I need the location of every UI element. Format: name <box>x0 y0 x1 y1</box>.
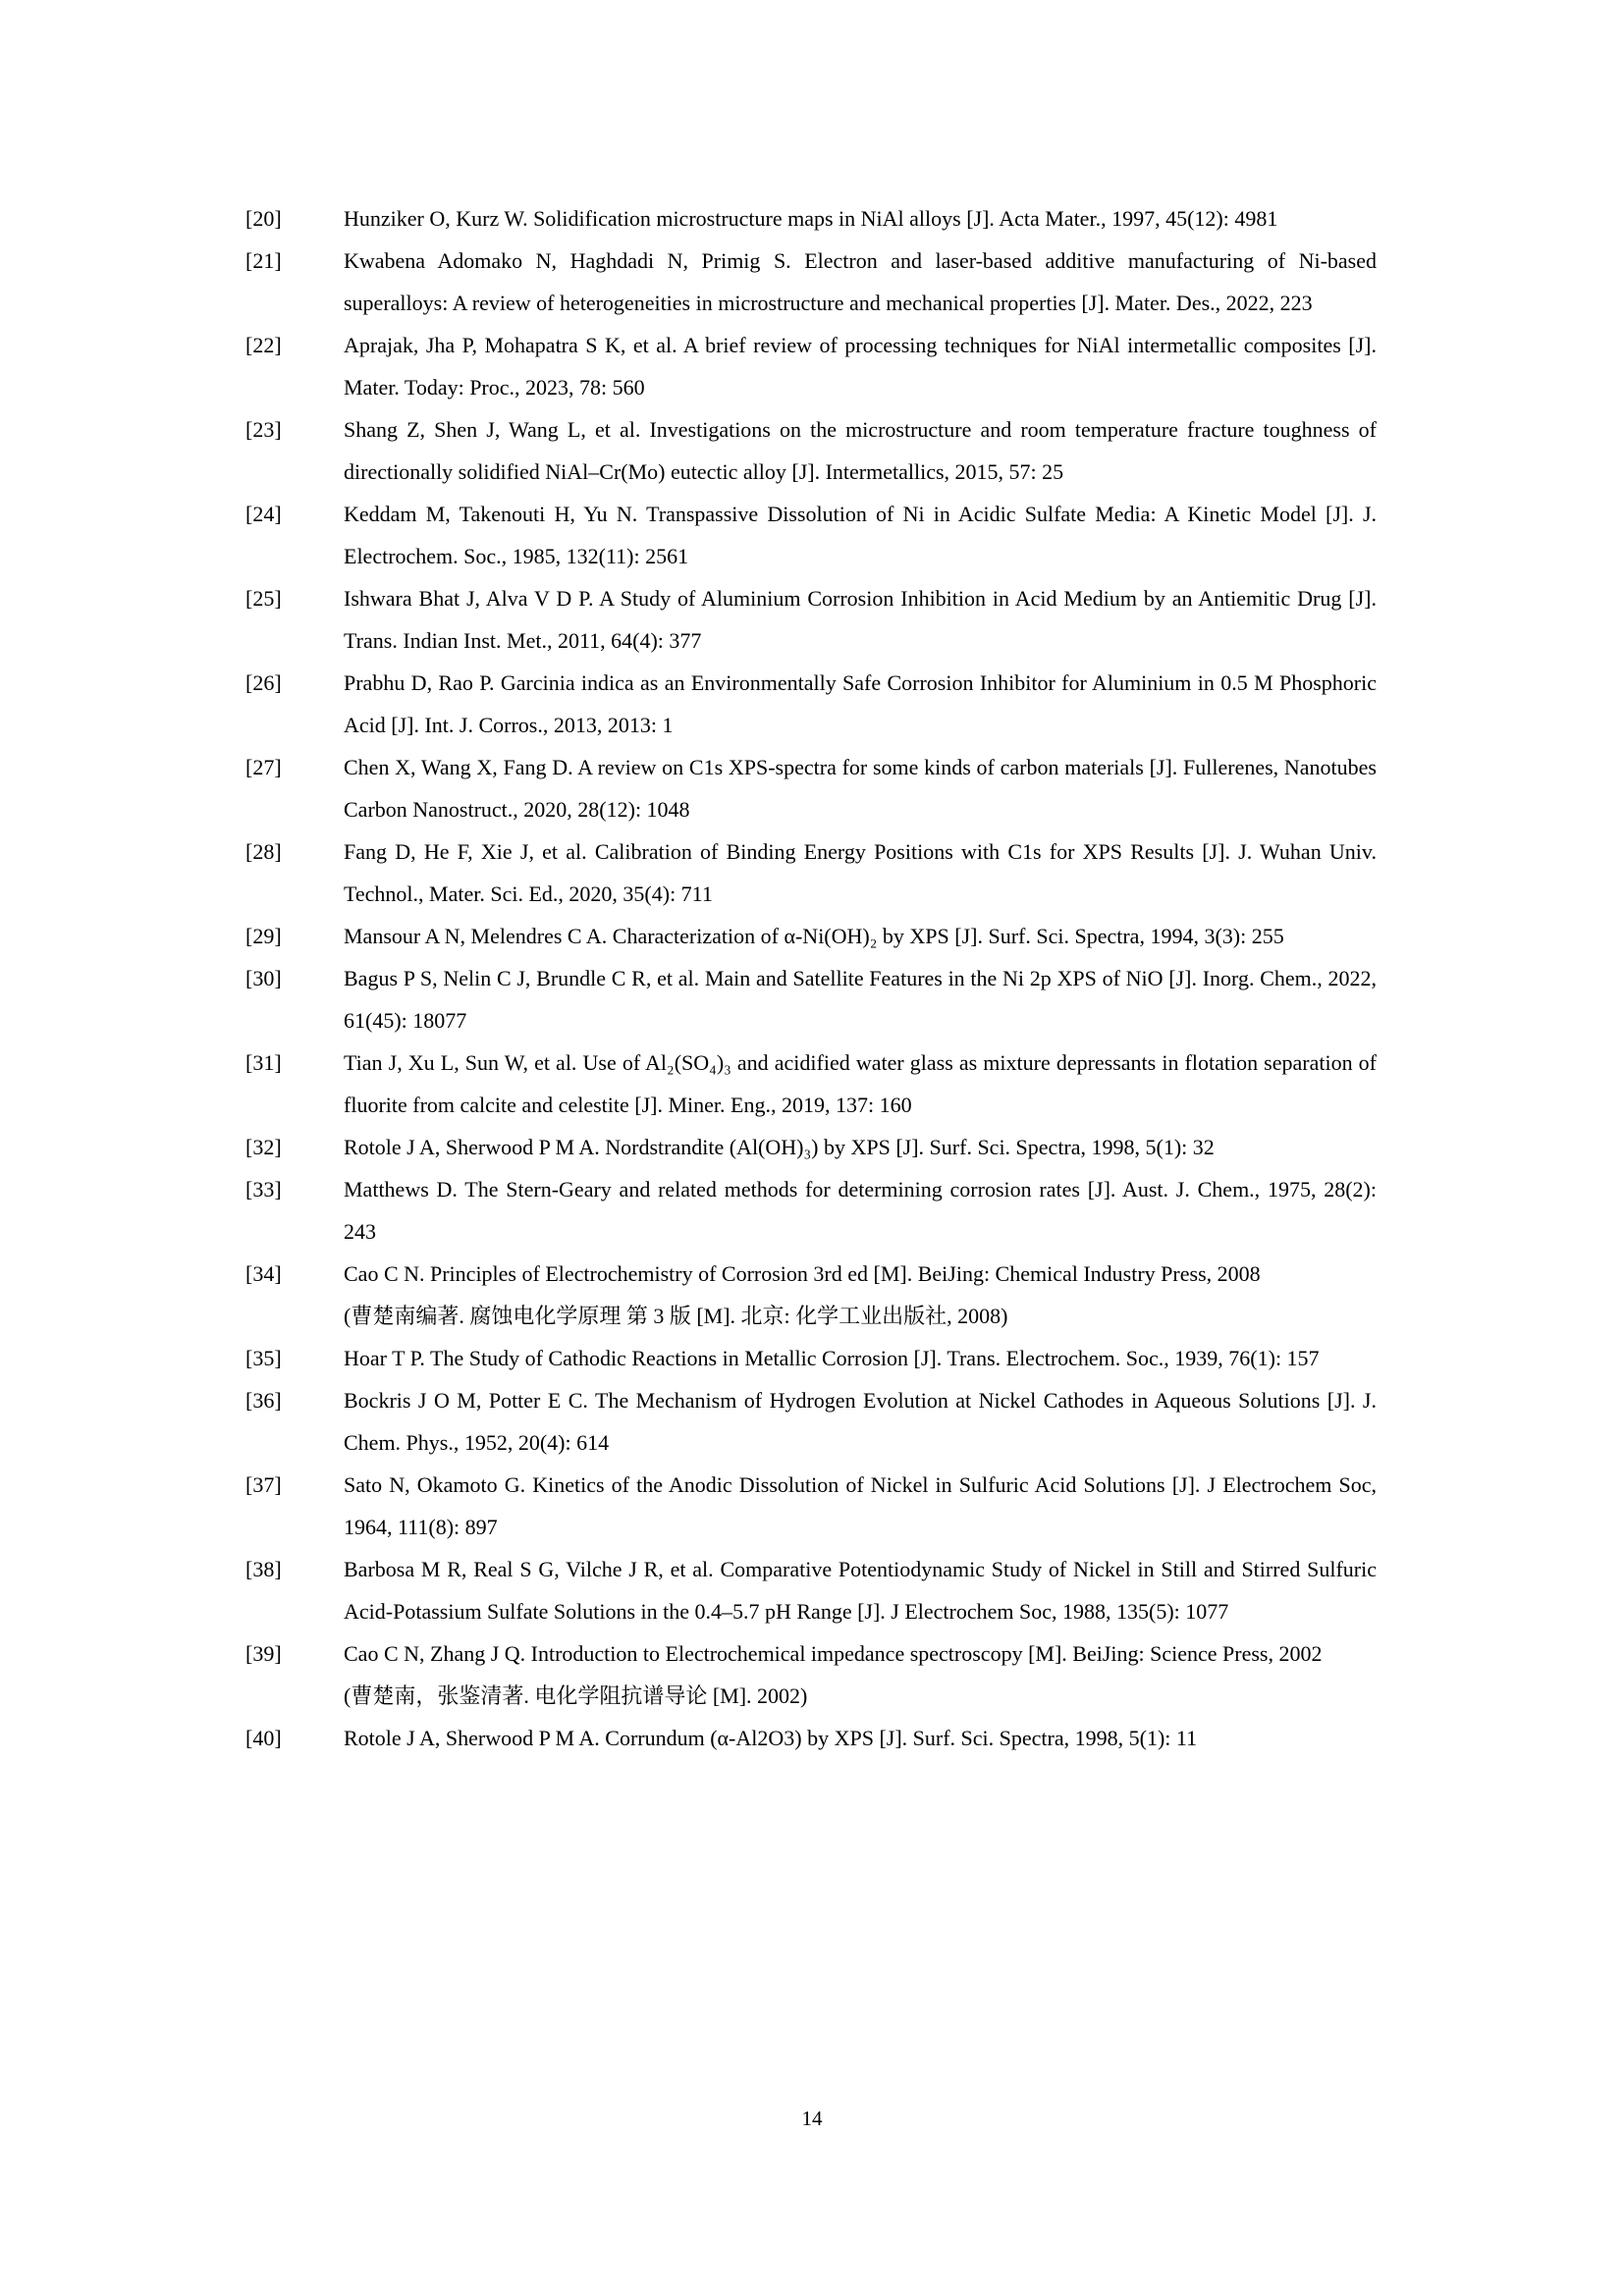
reference-item <box>245 408 1377 493</box>
reference-number: [20] <box>245 206 282 231</box>
reference-text: Shang Z, Shen J, Wang L, et al. Investigations on the microstructure and room temperature fracture toughness of directionally solidified NiAl–Cr(Mo) eutectic alloy [J]. Intermetallics, 2015, 57: 25 <box>344 417 1377 484</box>
reference-text: Cao C N. Principles of Electrochemistry of Corrosion 3rd ed [M]. BeiJing: Chemical Industry Press, 2008 <box>344 1261 1261 1286</box>
reference-text: Mansour A N, Melendres C A. Characterization of α-Ni(OH)₂ by XPS [J]. Surf. Sci. Spectra, 1994, 3(3): 255 <box>344 924 1284 948</box>
reference-note-cn: (曹楚南，张鉴清著. 电化学阻抗谱导论 [M]. 2002) <box>344 1683 808 1708</box>
reference-text: Aprajak, Jha P, Mohapatra S K, et al. A brief review of processing techniques for NiAl intermetallic composites [J]. Mater. Today: Proc., 2023, 78: 560 <box>344 333 1377 400</box>
reference-number: [31] <box>245 1050 282 1075</box>
reference-item <box>245 830 1377 915</box>
reference-text: Kwabena Adomako N, Haghdadi N, Primig S. Electron and laser-based additive manufacturing of Ni-based superalloys: A review of heterogeneities in microstructure and mechanical properties [J]. Mater. Des., 2022, 223 <box>344 248 1377 315</box>
reference-text: Bagus P S, Nelin C J, Brundle C R, et al. Main and Satellite Features in the Ni 2p XPS of NiO [J]. Inorg. Chem., 2022, 61(45): 18077 <box>344 966 1377 1033</box>
reference-number: [30] <box>245 966 282 990</box>
reference-text: Keddam M, Takenouti H, Yu N. Transpassive Dissolution of Ni in Acidic Sulfate Media: A Kinetic Model [J]. J. Electrochem. Soc., 1985, 132(11): 2561 <box>344 502 1377 568</box>
reference-text: Barbosa M R, Real S G, Vilche J R, et al. Comparative Potentiodynamic Study of Nickel in Still and Stirred Sulfuric Acid-Potassium Sulfate Solutions in the 0.4–5.7 pH Range [J]. J Electrochem Soc, 1988, 135(5): 1077 <box>344 1557 1377 1624</box>
reference-text: Ishwara Bhat J, Alva V D P. A Study of Aluminium Corrosion Inhibition in Acid Medium by an Antiemitic Drug [J]. Trans. Indian Inst. Met., 2011, 64(4): 377 <box>344 586 1377 653</box>
reference-item <box>245 1253 1377 1337</box>
reference-number: [38] <box>245 1557 282 1581</box>
reference-text: Cao C N, Zhang J Q. Introduction to Electrochemical impedance spectroscopy [M]. BeiJing: Science Press, 2002 <box>344 1641 1323 1666</box>
reference-item <box>245 662 1377 746</box>
reference-text: Chen X, Wang X, Fang D. A review on C1s XPS-spectra for some kinds of carbon materials [J]. Fullerenes, Nanotubes Carbon Nanostruct., 2020, 28(12): 1048 <box>344 755 1377 822</box>
reference-item <box>245 493 1377 577</box>
reference-number: [23] <box>245 417 282 442</box>
reference-text: Prabhu D, Rao P. Garcinia indica as an Environmentally Safe Corrosion Inhibitor for Aluminium in 0.5 M Phosphoric Acid [J]. Int. J. Corros., 2013, 2013: 1 <box>344 670 1377 737</box>
reference-text: Tian J, Xu L, Sun W, et al. Use of Al₂(SO₄)₃ and acidified water glass as mixture depressants in flotation separation of fluorite from calcite and celestite [J]. Miner. Eng., 2019, 137: 160 <box>344 1050 1377 1117</box>
reference-number: [32] <box>245 1135 282 1159</box>
reference-item <box>245 324 1377 408</box>
reference-item <box>245 240 1377 324</box>
reference-note-cn: (曹楚南编著. 腐蚀电化学原理 第 3 版 [M]. 北京: 化学工业出版社, 2008) <box>344 1304 1008 1328</box>
reference-item <box>245 1464 1377 1548</box>
reference-number: [29] <box>245 924 282 948</box>
reference-item <box>245 1632 1377 1717</box>
reference-item <box>245 197 1377 240</box>
reference-number: [24] <box>245 502 282 526</box>
reference-text: Hoar T P. The Study of Cathodic Reactions in Metallic Corrosion [J]. Trans. Electrochem. Soc., 1939, 76(1): 157 <box>344 1346 1320 1370</box>
reference-text: Matthews D. The Stern-Geary and related methods for determining corrosion rates [J]. Aust. J. Chem., 1975, 28(2): 243 <box>344 1177 1377 1244</box>
reference-number: [39] <box>245 1641 282 1666</box>
reference-text: Sato N, Okamoto G. Kinetics of the Anodic Dissolution of Nickel in Sulfuric Acid Solutions [J]. J Electrochem Soc, 1964, 111(8): 897 <box>344 1472 1377 1539</box>
page-number: 14 <box>801 2107 823 2130</box>
reference-item <box>245 1337 1377 1379</box>
reference-item <box>245 746 1377 830</box>
reference-item <box>245 1126 1377 1168</box>
page-footer <box>0 2104 1624 2133</box>
reference-number: [34] <box>245 1261 282 1286</box>
reference-item <box>245 957 1377 1041</box>
reference-text: Rotole J A, Sherwood P M A. Corrundum (α-Al2O3) by XPS [J]. Surf. Sci. Spectra, 1998, 5(1): 11 <box>344 1726 1198 1750</box>
reference-number: [27] <box>245 755 282 779</box>
reference-item <box>245 1168 1377 1253</box>
reference-number: [35] <box>245 1346 282 1370</box>
reference-item <box>245 1717 1377 1759</box>
reference-text: Hunziker O, Kurz W. Solidification microstructure maps in NiAl alloys [J]. Acta Mater., 1997, 45(12): 4981 <box>344 206 1278 231</box>
reference-number: [37] <box>245 1472 282 1497</box>
reference-number: [33] <box>245 1177 282 1201</box>
reference-number: [36] <box>245 1388 282 1413</box>
reference-text: Rotole J A, Sherwood P M A. Nordstrandite (Al(OH)₃) by XPS [J]. Surf. Sci. Spectra, 1998, 5(1): 32 <box>344 1135 1215 1159</box>
reference-item <box>245 1379 1377 1464</box>
reference-number: [22] <box>245 333 282 357</box>
reference-item <box>245 577 1377 662</box>
reference-item <box>245 915 1377 957</box>
reference-item <box>245 1548 1377 1632</box>
reference-number: [26] <box>245 670 282 695</box>
reference-number: [21] <box>245 248 282 273</box>
reference-text: Fang D, He F, Xie J, et al. Calibration of Binding Energy Positions with C1s for XPS Results [J]. J. Wuhan Univ. Technol., Mater. Sci. Ed., 2020, 35(4): 711 <box>344 839 1377 906</box>
reference-number: [28] <box>245 839 282 864</box>
references-list <box>245 197 1377 1759</box>
reference-text: Bockris J O M, Potter E C. The Mechanism of Hydrogen Evolution at Nickel Cathodes in Aqueous Solutions [J]. J. Chem. Phys., 1952, 20(4): 614 <box>344 1388 1377 1455</box>
reference-number: [40] <box>245 1726 282 1750</box>
reference-item <box>245 1041 1377 1126</box>
reference-number: [25] <box>245 586 282 611</box>
